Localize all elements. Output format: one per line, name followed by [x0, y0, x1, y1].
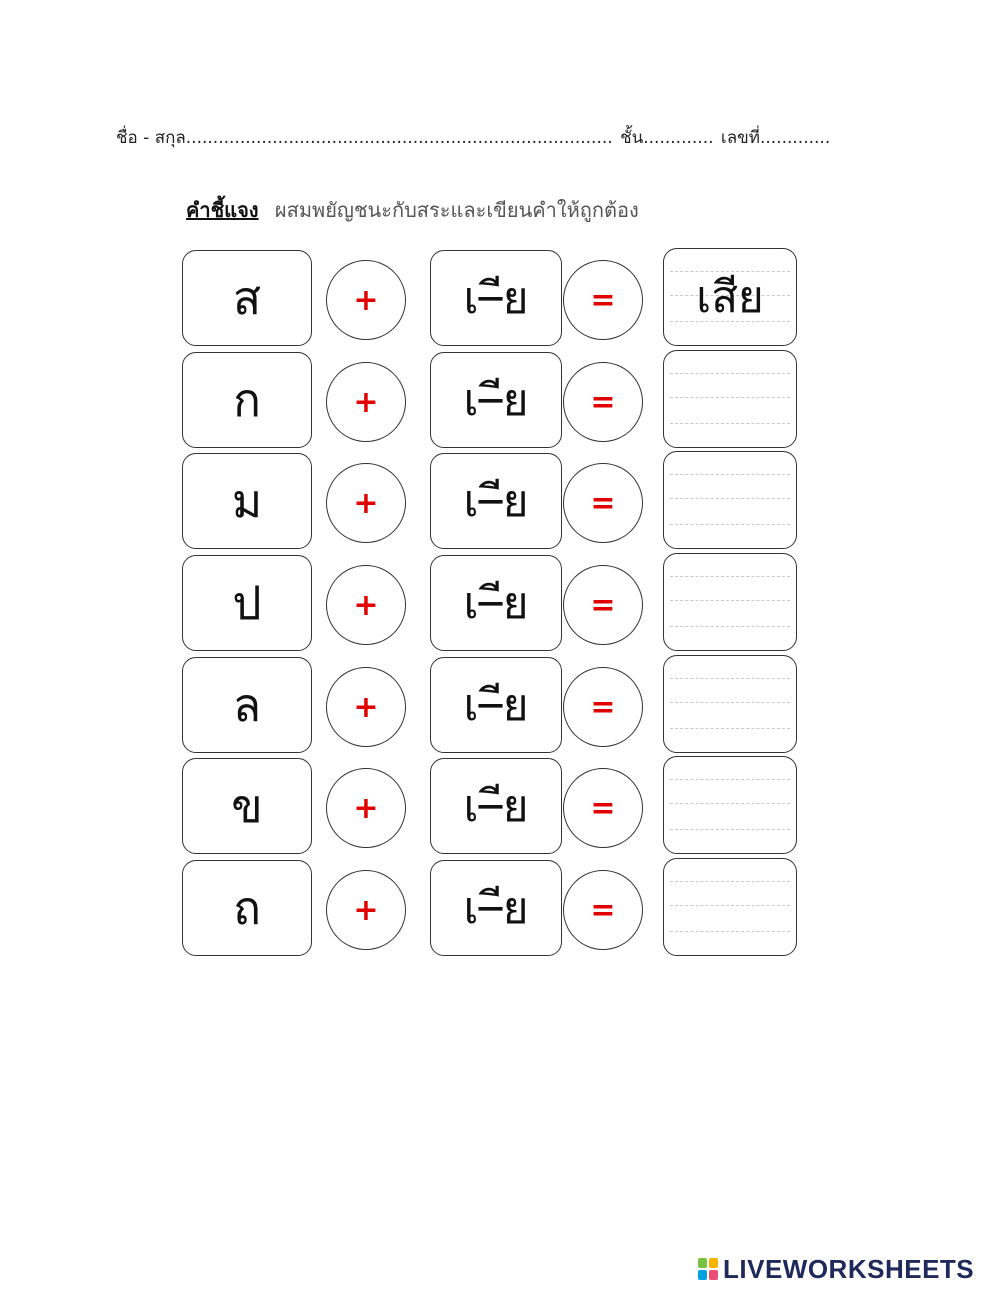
logo-square	[709, 1270, 718, 1280]
writing-guide-line	[670, 498, 790, 499]
logo-square	[698, 1270, 707, 1280]
exercise-row	[0, 352, 1000, 452]
consonant-box	[182, 453, 312, 549]
writing-guide-line	[670, 524, 790, 525]
plus-symbol: +	[353, 384, 379, 420]
consonant-box	[182, 657, 312, 753]
plus-symbol: +	[353, 282, 379, 318]
answer-box[interactable]	[663, 858, 797, 956]
number-field-label: เลขที่.............	[720, 128, 831, 148]
writing-guide-line	[670, 474, 790, 475]
name-field-label: ชื่อ - สกุล...............................................................................	[116, 128, 613, 148]
answer-box[interactable]	[663, 350, 797, 448]
vowel-pattern: เ–ีย	[463, 375, 529, 426]
plus-symbol: +	[353, 892, 379, 928]
plus-sign	[326, 565, 406, 645]
equals-symbol: =	[590, 485, 616, 521]
exercise-row	[0, 758, 1000, 858]
vowel-pattern: เ–ีย	[463, 273, 529, 324]
vowel-box	[430, 453, 562, 549]
consonant-box	[182, 352, 312, 448]
plus-sign	[326, 463, 406, 543]
writing-guide-line	[670, 397, 790, 398]
plus-symbol: +	[353, 689, 379, 725]
plus-sign	[326, 260, 406, 340]
answer-box[interactable]	[663, 248, 797, 346]
equals-symbol: =	[590, 689, 616, 725]
answer-word: เสีย	[696, 272, 764, 323]
writing-guide-line	[670, 702, 790, 703]
vowel-box	[430, 250, 562, 346]
logo-square	[709, 1258, 718, 1268]
equals-symbol: =	[590, 282, 616, 318]
equals-sign	[563, 768, 643, 848]
plus-symbol: +	[353, 485, 379, 521]
writing-guide-line	[670, 803, 790, 804]
equals-sign	[563, 870, 643, 950]
vowel-pattern: เ–ีย	[463, 781, 529, 832]
instruction-text: ผสมพยัญชนะกับสระและเขียนคำให้ถูกต้อง	[274, 198, 639, 222]
writing-guide-line	[670, 779, 790, 780]
plus-symbol: +	[353, 587, 379, 623]
writing-guide-line	[670, 576, 790, 577]
plus-sign	[326, 667, 406, 747]
exercise-row	[0, 453, 1000, 553]
answer-box[interactable]	[663, 756, 797, 854]
liveworksheets-logo-icon	[697, 1257, 719, 1281]
consonant-letter: ล	[232, 677, 262, 732]
exercise-row	[0, 860, 1000, 960]
equals-sign	[563, 260, 643, 340]
plus-sign	[326, 870, 406, 950]
exercise-row	[0, 555, 1000, 655]
consonant-letter: ป	[232, 575, 262, 630]
vowel-box	[430, 860, 562, 956]
writing-guide-line	[670, 600, 790, 601]
vowel-box	[430, 352, 562, 448]
equals-symbol: =	[590, 892, 616, 928]
vowel-box	[430, 758, 562, 854]
equals-sign	[563, 565, 643, 645]
answer-box[interactable]	[663, 553, 797, 651]
plus-symbol: +	[353, 790, 379, 826]
answer-box[interactable]	[663, 451, 797, 549]
answer-box[interactable]	[663, 655, 797, 753]
consonant-letter: ข	[231, 778, 263, 833]
vowel-box	[430, 657, 562, 753]
instruction-label: คำชี้แจง	[186, 198, 259, 222]
plus-sign	[326, 768, 406, 848]
consonant-letter: ถ	[233, 880, 261, 935]
writing-guide-line	[670, 373, 790, 374]
exercise-row	[0, 250, 1000, 350]
class-field-label: ชั้น.............	[620, 128, 714, 148]
student-info-header	[116, 124, 886, 151]
writing-guide-line	[670, 728, 790, 729]
consonant-box	[182, 860, 312, 956]
liveworksheets-brand	[697, 1252, 974, 1286]
consonant-letter: ก	[233, 372, 261, 427]
equals-sign	[563, 463, 643, 543]
writing-guide-line	[670, 881, 790, 882]
equals-sign	[563, 362, 643, 442]
equals-symbol: =	[590, 587, 616, 623]
consonant-letter: ส	[232, 270, 262, 325]
vowel-box	[430, 555, 562, 651]
vowel-pattern: เ–ีย	[463, 883, 529, 934]
equals-symbol: =	[590, 384, 616, 420]
logo-square	[698, 1258, 707, 1268]
vowel-pattern: เ–ีย	[463, 476, 529, 527]
vowel-pattern: เ–ีย	[463, 680, 529, 731]
writing-guide-line	[670, 678, 790, 679]
writing-guide-line	[670, 829, 790, 830]
consonant-box	[182, 250, 312, 346]
writing-guide-line	[670, 626, 790, 627]
consonant-box	[182, 555, 312, 651]
writing-guide-line	[670, 905, 790, 906]
vowel-pattern: เ–ีย	[463, 578, 529, 629]
plus-sign	[326, 362, 406, 442]
brand-text: LIVEWORKSHEETS	[723, 1253, 975, 1284]
instruction	[186, 194, 639, 226]
equals-sign	[563, 667, 643, 747]
writing-guide-line	[670, 423, 790, 424]
exercise-row	[0, 657, 1000, 757]
consonant-letter: ม	[231, 473, 263, 528]
equals-symbol: =	[590, 790, 616, 826]
consonant-box	[182, 758, 312, 854]
writing-guide-line	[670, 931, 790, 932]
